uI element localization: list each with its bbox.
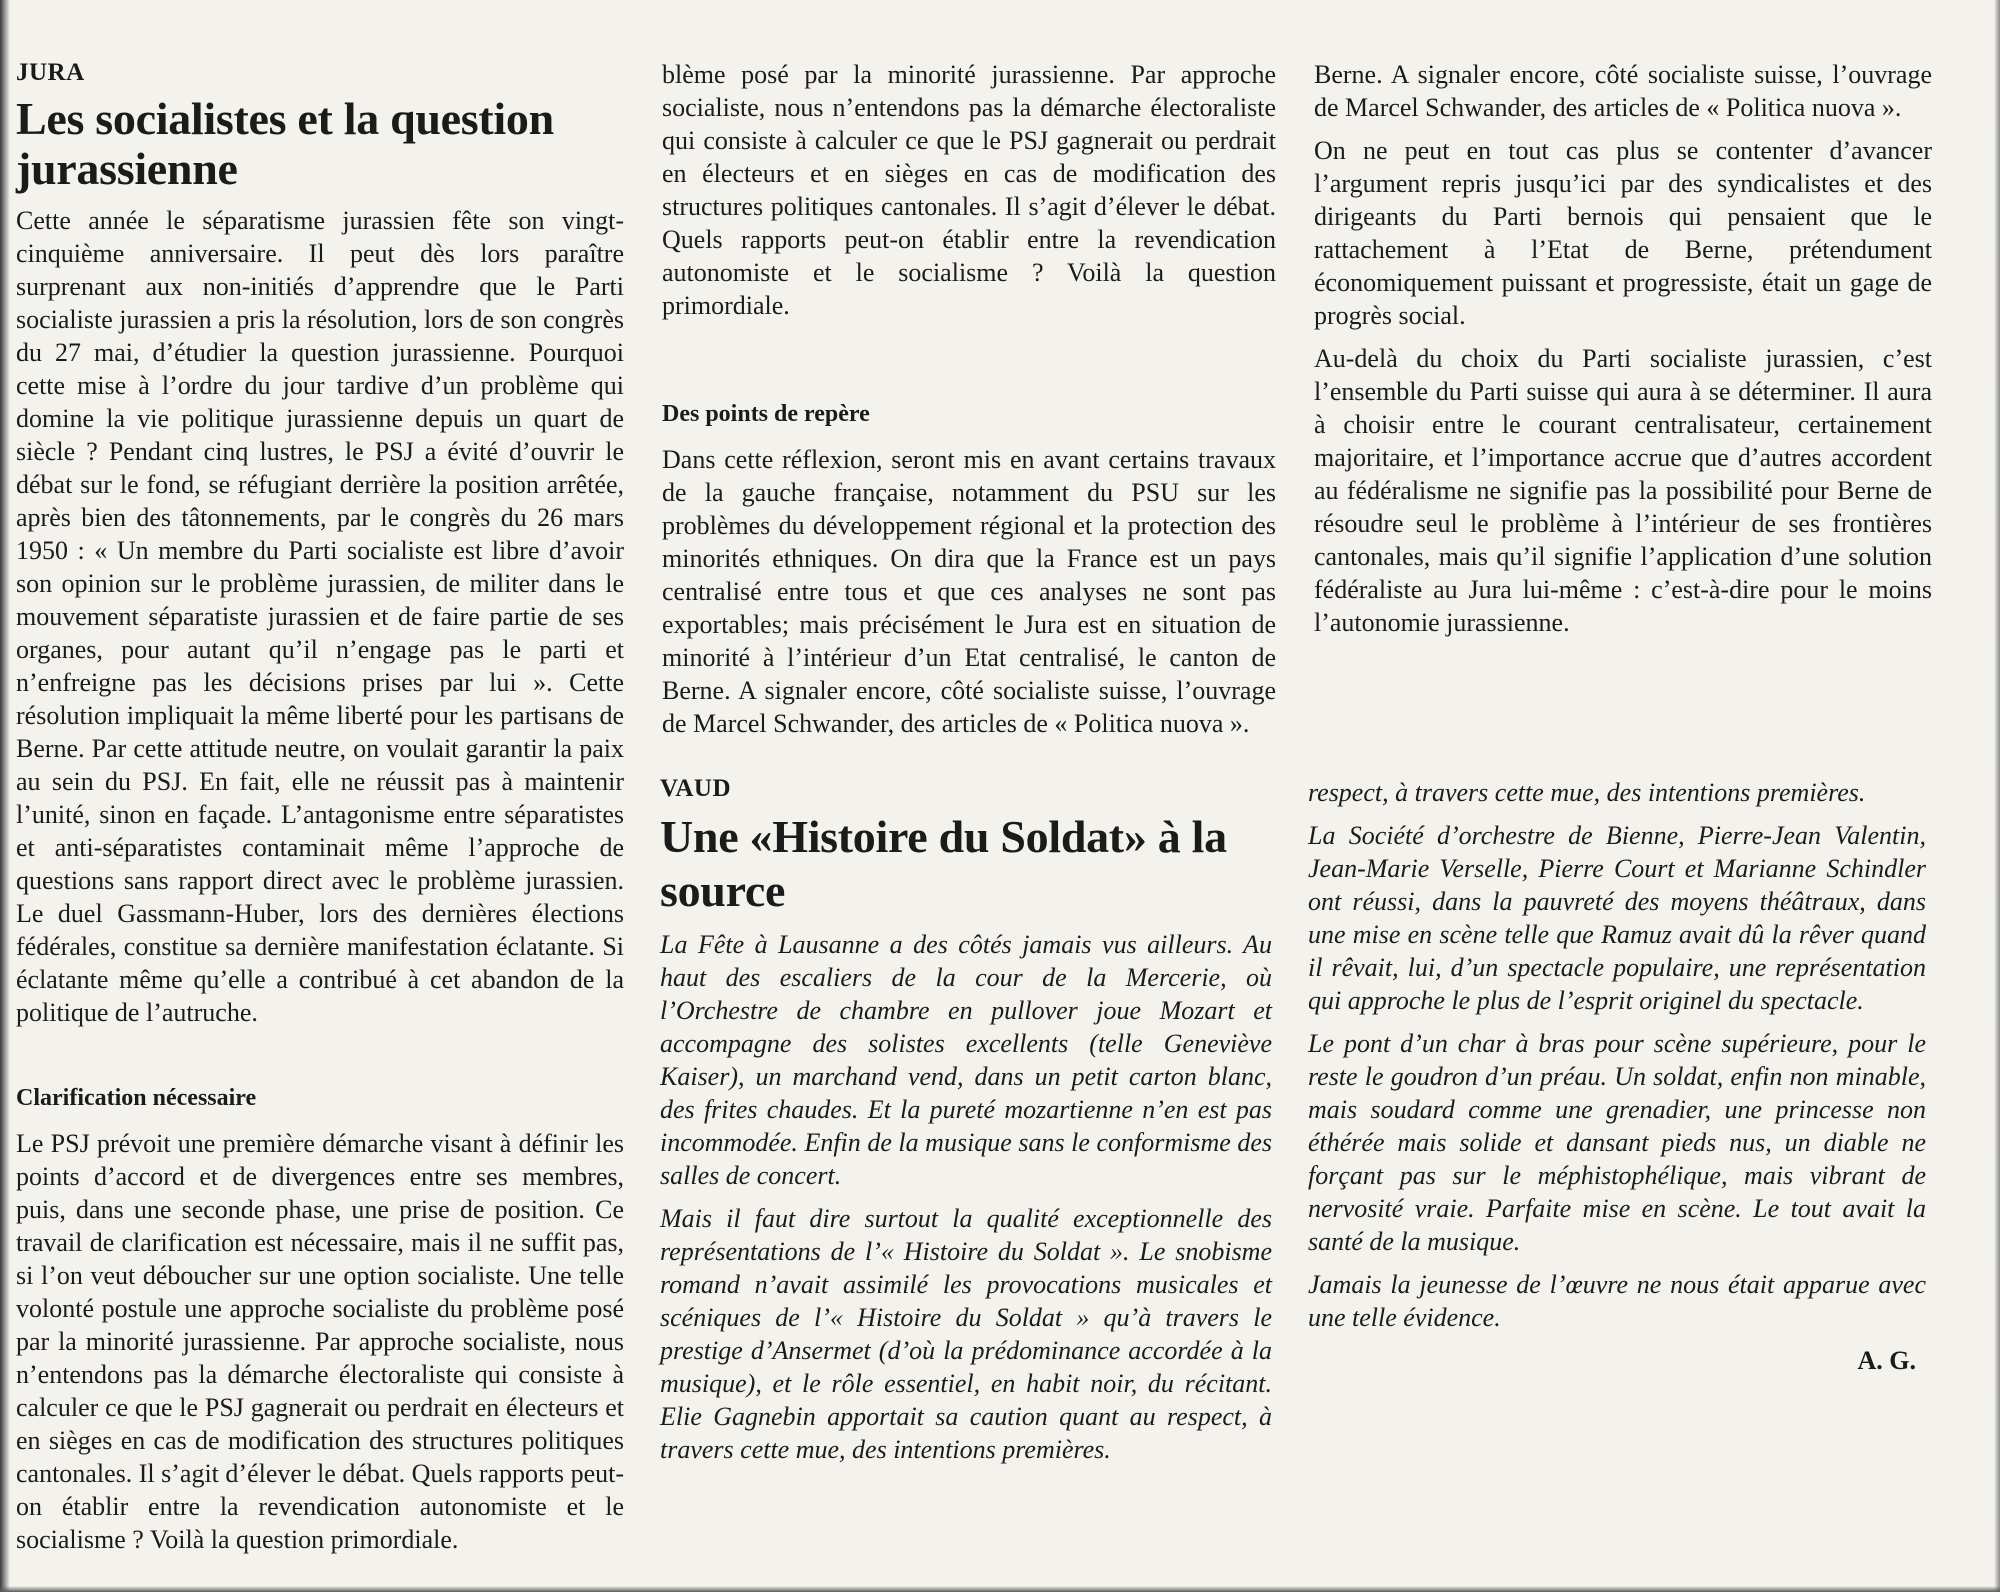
column-1 [16,58,624,1554]
article-2-kicker: VAUD [660,775,731,802]
section-heading-clarification: Clarification nécessaire [16,1085,257,1111]
article-1-kicker: JURA [16,59,85,86]
article-2-column-2 [1308,776,1926,1377]
article-2-signature: A. G. [1857,1346,1916,1375]
article-1-paragraph-conclusion: Au-delà du choix du Parti socialiste jurassien, c’est l’ensemble du Parti suisse qui aura à se déterminer. Il aura à choisir entre le courant centralisateur, certainement majoritaire, et l’importance accrue que d’autres accordent au fédéralisme ne signifie pas la possibilité pour Berne de résoudre seul le problème à l’intérieur de ses frontières cantonales, mais qu’il signifie l’application d’une solution fédéraliste au Jura lui-même : c’est-à-dire pour le moins l’autonomie jurassienne. [1314,344,1932,637]
section-heading-points-de-repere: Des points de repère [662,401,870,427]
article-2-paragraph-4: Le pont d’un char à bras pour scène supérieure, pour le reste le goudron d’un préau. Un soldat, enfin non minable, mais soudard comme une grenadier, une princesse non éthérée mais solide et dansant pieds nus, un diable ne forçant pas sur le méphistophélique, mais vibrant de nervosité vraie. Parfaite mise en scène. Le tout avait la santé de la musique. [1308,1029,1926,1256]
column-2 [662,58,1276,738]
article-1-paragraph-argument: On ne peut en tout cas plus se contenter d’avancer l’argument repris jusqu’ici par des syndicalistes et des dirigeants du Parti bernois qui pensaient que le rattachement à l’Etat de Berne, prétendument économiquement puissant et progressiste, était un gage de progrès social. [1314,136,1932,330]
article-2-paragraph-2: Mais il faut dire surtout la qualité exceptionnelle des représentations de l’« Histoire du Soldat ». Le snobisme romand n’avait assimilé les provocations musicales et scéniques de l’« Histoire du Soldat » qu’à travers le prestige d’Ansermet (d’où la prédominance accordée à la musique), et le rôle essentiel, en habit noir, du récitant. Elie Gagnebin apportait sa caution quant au respect, à travers cette mue, des intentions premières. [660,1204,1272,1464]
article-1-clarification-continued: blème posé par la minorité jurassienne. Par approche socialiste, nous n’entendons pas la démarche électoraliste qui consiste à calculer ce que le PSJ gagnerait ou perdrait en électeurs et en sièges en cas de modification des structures politiques cantonales. Il s’agit d’élever le débat. Quels rapports peut-on établir entre la revendication autonomiste et le socialisme ? Voilà la question primordiale. [662,60,1276,320]
article-2-paragraph-2-continued: respect, à travers cette mue, des intentions premières. [1308,778,1866,807]
article-2-paragraph-1: La Fête à Lausanne a des côtés jamais vus ailleurs. Au haut des escaliers de la cour de la Mercerie, où l’Orchestre de chambre en pullover joue Mozart et accompagne des solistes excellents (telle Geneviève Kaiser), un marchand vend, dans un petit carton blanc, des frites chaudes. Et la pureté mozartienne n’en est pas incommodée. Enfin de la musique sans le conformisme des salles de concert. [660,930,1272,1190]
article-2-column-1 [660,774,1272,1476]
page-bottom-shadow [0,1586,2000,1592]
article-1-intro: Cette année le séparatisme jurassien fête son vingt-cinquième anniversaire. Il peut dès lors paraître surprenant aux non-initiés d’apprendre que le Parti socialiste jurassien a pris la résolution, lors de son congrès du 27 mai, d’étudier la question jurassienne. Pourquoi cette mise à l’ordre du jour tardive d’un problème qui domine la vie politique jurassienne depuis un quart de siècle ? Pendant cinq lustres, le PSJ a évité d’ouvrir le débat sur le fond, se réfugiant derrière la position arrêtée, après bien des tâtonnements, par le congrès du 26 mars 1950 : « Un membre du Parti socialiste est libre d’avoir son opinion sur le problème jurassien, de militer dans le mouvement séparatiste jurassien et de faire partie de ses organes, pour autant qu’il n’engage pas le parti et n’enfreigne pas les décisions prises par lui ». Cette résolution impliquait la même liberté pour les partisans de Berne. Par cette attitude neutre, on voulait garantir la paix au sein du PSJ. En fait, elle ne réussit pas à maintenir l’unité, sinon en façade. L’antagonisme entre séparatistes et anti-séparatistes contaminait même l’approche de questions sans rapport direct avec le problème jurassien. Le duel Gassmann-Huber, lors des dernières élections fédérales, constitue sa dernière manifestation éclatante. Si éclatante même qu’elle a contribué à cet abandon de la politique de l’autruche. [16,206,624,1027]
column-3 [1314,58,1932,649]
article-1-repere-continued: Berne. A signaler encore, côté socialiste suisse, l’ouvrage de Marcel Schwander, des articles de « Politica nuova ». [1314,60,1932,122]
article-2-paragraph-5: Jamais la jeunesse de l’œuvre ne nous était apparue avec une telle évidence. [1308,1270,1926,1332]
article-1-title: Les socialistes et la question jurassienne [16,93,554,194]
article-2-title: Une «Histoire du Soldat» à la source [660,811,1227,916]
page-binding-shadow [0,0,10,1592]
article-1-repere-text: Dans cette réflexion, seront mis en avant certains travaux de la gauche française, notamment du PSU sur les problèmes du développement régional et la protection des minorités ethniques. On dira que la France est un pays centralisé entre tous et que ces analyses ne sont pas exportables; mais précisément le Jura est en situation de minorité à l’intérieur d’un Etat centralisé, le canton de Berne. A signaler encore, côté socialiste suisse, l’ouvrage de Marcel Schwander, des articles de « Politica nuova ». [662,445,1276,738]
article-1-clarification-text: Le PSJ prévoit une première démarche visant à définir les points d’accord et de divergences entre ses membres, puis, dans une seconde phase, une prise de position. Ce travail de clarification est nécessaire, mais il ne suffit pas, si l’on veut déboucher sur une option socialiste. Une telle volonté postule une approche socialiste du problème posé par la minorité jurassienne. Par approche socialiste, nous n’entendons pas la démarche électoraliste qui consiste à calculer ce que le PSJ gagnerait ou perdrait en électeurs et en sièges en cas de modification des structures politiques cantonales. Il s’agit d’élever le débat. Quels rapports peut-on établir entre la revendication autonomiste et le socialisme ? Voilà la question primordiale. [16,1129,624,1554]
page-edge [1994,0,2000,1592]
article-2-paragraph-3: La Société d’orchestre de Bienne, Pierre-Jean Valentin, Jean-Marie Verselle, Pierre Court et Marianne Schindler ont réussi, dans la pauvreté des moyens théâtraux, dans une mise en scène telle que Ramuz avait dû la rêver quand il rêvait, lui, d’un spectacle populaire, une représentation qui approche le plus de l’esprit originel du spectacle. [1308,821,1926,1015]
